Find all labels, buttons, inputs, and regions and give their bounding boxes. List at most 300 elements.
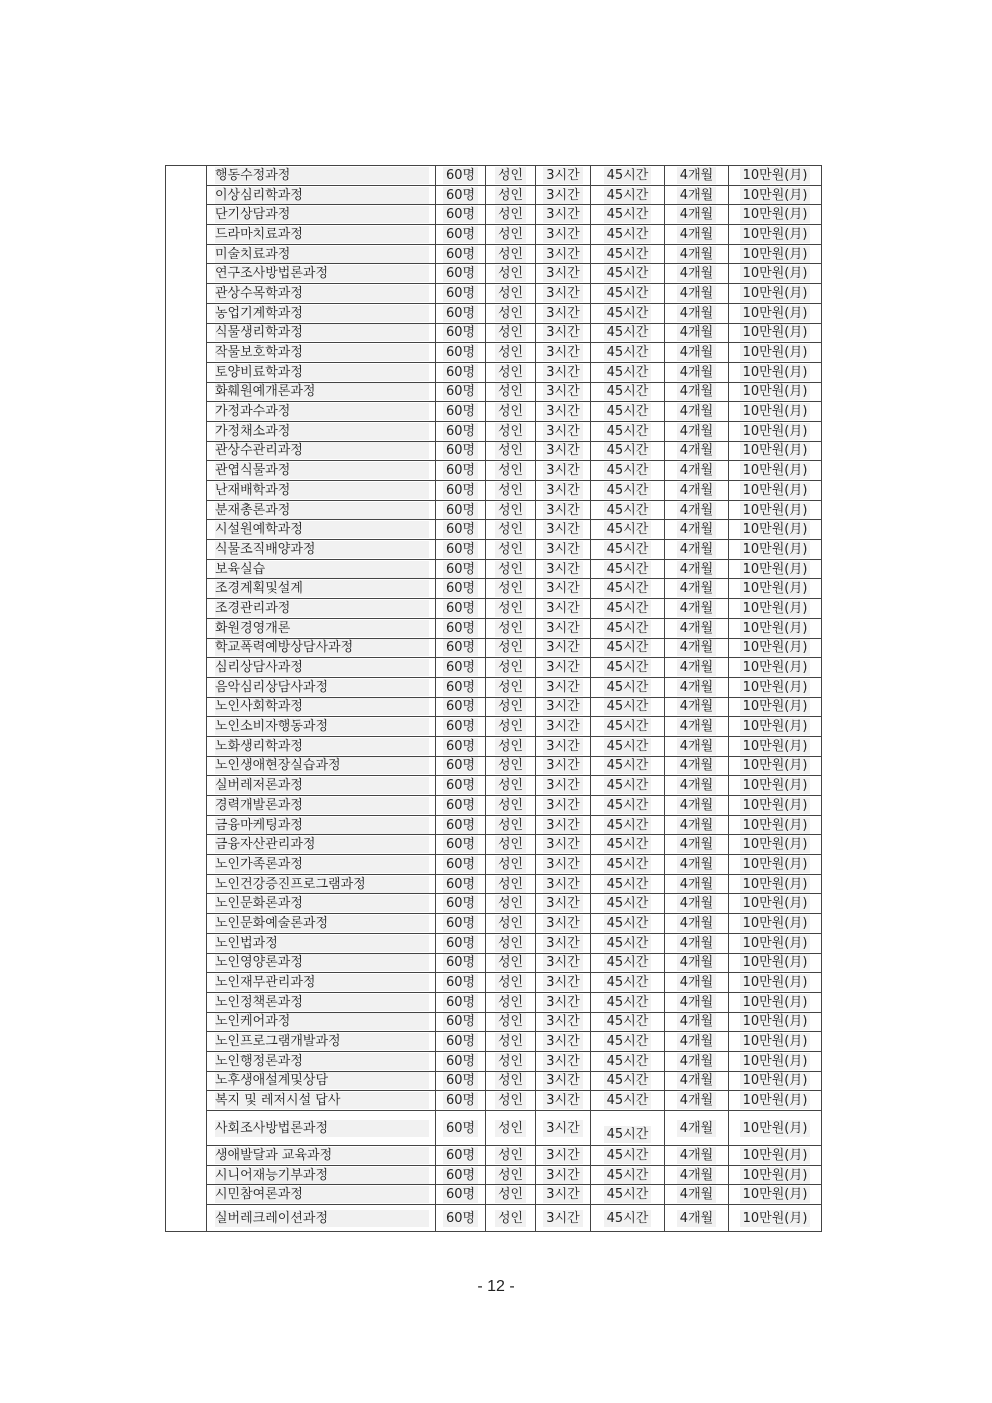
duration-value: 4개월 [677,1210,716,1227]
duration-cell [665,835,729,855]
capacity-value: 60명 [443,1186,478,1203]
capacity-value: 60명 [443,403,478,420]
duration-cell [665,1032,729,1052]
hours-per-session-cell [536,933,591,953]
fee-value: 10만원(月) [740,718,811,735]
table-row [166,362,822,382]
total-hours-cell [591,185,665,205]
fee-value: 10만원(月) [740,639,811,656]
course-name: 노인생애현장실습과정 [215,757,429,774]
target-cell [486,520,536,540]
duration-cell [665,953,729,973]
hours-per-session-cell [536,677,591,697]
hours-per-session-value: 3시간 [543,876,582,893]
fee-cell [729,973,822,993]
fee-value: 10만원(月) [740,1120,811,1137]
total-hours-value: 45시간 [604,344,652,361]
hours-per-session-cell [536,540,591,560]
target-cell [486,618,536,638]
duration-cell [665,303,729,323]
target-cell [486,855,536,875]
fee-value: 10만원(月) [740,994,811,1011]
capacity-value: 60명 [443,1072,478,1089]
capacity-cell [436,658,486,678]
total-hours-cell [591,303,665,323]
table-row [166,1091,822,1111]
table-row [166,402,822,422]
target-cell [486,284,536,304]
capacity-cell [436,796,486,816]
capacity-cell [436,540,486,560]
table-row [166,638,822,658]
table-row [166,421,822,441]
hours-per-session-cell [536,343,591,363]
course-table [165,165,822,1232]
capacity-value: 60명 [443,502,478,519]
duration-value: 4개월 [677,856,716,873]
total-hours-value: 45시간 [604,620,652,637]
course-name: 분재총론과정 [215,502,429,519]
hours-per-session-cell [536,1071,591,1091]
fee-value: 10만원(月) [740,659,811,676]
hours-per-session-value: 3시간 [543,1186,582,1203]
hours-per-session-cell [536,796,591,816]
hours-per-session-value: 3시간 [543,856,582,873]
total-hours-value: 45시간 [604,541,652,558]
fee-cell [729,1146,822,1166]
course-name-cell [207,756,436,776]
total-hours-cell [591,382,665,402]
fee-value: 10만원(月) [740,1186,811,1203]
hours-per-session-value: 3시간 [543,994,582,1011]
target-cell [486,658,536,678]
duration-value: 4개월 [677,777,716,794]
fee-value: 10만원(月) [740,1013,811,1030]
total-hours-cell [591,323,665,343]
course-name-cell [207,225,436,245]
capacity-value: 60명 [443,1147,478,1164]
duration-value: 4개월 [677,482,716,499]
capacity-cell [436,579,486,599]
course-name-cell [207,1165,436,1185]
total-hours-value: 45시간 [604,1013,652,1030]
duration-value: 4개월 [677,1053,716,1070]
duration-value: 4개월 [677,1033,716,1050]
total-hours-cell [591,1146,665,1166]
capacity-cell [436,244,486,264]
course-name-cell [207,362,436,382]
duration-cell [665,894,729,914]
fee-cell [729,874,822,894]
course-name: 화원경영개론 [215,620,429,637]
hours-per-session-cell [536,1012,591,1032]
capacity-value: 60명 [443,679,478,696]
course-name-cell [207,244,436,264]
fee-cell [729,441,822,461]
hours-per-session-value: 3시간 [543,324,582,341]
duration-cell [665,756,729,776]
fee-cell [729,1071,822,1091]
target-cell [486,481,536,501]
capacity-value: 60명 [443,324,478,341]
hours-per-session-value: 3시간 [543,639,582,656]
course-name-cell [207,441,436,461]
duration-value: 4개월 [677,1092,716,1109]
capacity-cell [436,933,486,953]
course-name-cell [207,166,436,186]
capacity-value: 60명 [443,915,478,932]
hours-per-session-value: 3시간 [543,1072,582,1089]
duration-value: 4개월 [677,974,716,991]
hours-per-session-cell [536,1032,591,1052]
target-cell [486,1012,536,1032]
course-name-cell [207,697,436,717]
duration-cell [665,540,729,560]
course-name-cell [207,992,436,1012]
duration-value: 4개월 [677,817,716,834]
course-name-cell [207,264,436,284]
fee-value: 10만원(月) [740,502,811,519]
fee-value: 10만원(月) [740,344,811,361]
total-hours-value: 45시간 [604,856,652,873]
table-row [166,303,822,323]
course-name: 노인가족론과정 [215,856,429,873]
course-name: 조경계획및설계 [215,580,429,597]
target-value: 성인 [495,856,526,873]
target-cell [486,343,536,363]
total-hours-value: 45시간 [604,1072,652,1089]
duration-value: 4개월 [677,226,716,243]
table-row [166,599,822,619]
course-name: 노인프로그램개발과정 [215,1033,429,1050]
capacity-value: 60명 [443,994,478,1011]
capacity-cell [436,618,486,638]
total-hours-value: 45시간 [604,442,652,459]
total-hours-cell [591,402,665,422]
fee-value: 10만원(月) [740,1210,811,1227]
course-name-cell [207,776,436,796]
duration-value: 4개월 [677,876,716,893]
course-name-cell [207,658,436,678]
fee-cell [729,1165,822,1185]
duration-value: 4개월 [677,246,716,263]
fee-value: 10만원(月) [740,777,811,794]
course-name: 단기상담과정 [215,206,429,223]
fee-value: 10만원(月) [740,600,811,617]
duration-cell [665,343,729,363]
fee-value: 10만원(月) [740,738,811,755]
fee-cell [729,303,822,323]
hours-per-session-value: 3시간 [543,935,582,952]
hours-per-session-value: 3시간 [543,482,582,499]
duration-cell [665,874,729,894]
capacity-cell [436,1012,486,1032]
hours-per-session-value: 3시간 [543,777,582,794]
duration-value: 4개월 [677,935,716,952]
total-hours-cell [591,1185,665,1205]
course-name-cell [207,736,436,756]
capacity-value: 60명 [443,659,478,676]
course-name-cell [207,481,436,501]
fee-value: 10만원(月) [740,757,811,774]
duration-value: 4개월 [677,1072,716,1089]
duration-cell [665,481,729,501]
capacity-cell [436,599,486,619]
target-cell [486,992,536,1012]
course-name-cell [207,894,436,914]
table-row [166,796,822,816]
duration-cell [665,677,729,697]
course-name: 노인정책론과정 [215,994,429,1011]
hours-per-session-cell [536,835,591,855]
total-hours-cell [591,1091,665,1111]
capacity-value: 60명 [443,639,478,656]
hours-per-session-value: 3시간 [543,265,582,282]
total-hours-value: 45시간 [604,423,652,440]
capacity-cell [436,1051,486,1071]
duration-cell [665,1185,729,1205]
capacity-value: 60명 [443,167,478,184]
total-hours-cell [591,1165,665,1185]
total-hours-value: 45시간 [604,679,652,696]
duration-cell [665,599,729,619]
capacity-value: 60명 [443,876,478,893]
capacity-cell [436,264,486,284]
capacity-value: 60명 [443,856,478,873]
course-name-cell [207,933,436,953]
total-hours-cell [591,1012,665,1032]
course-name-cell [207,1146,436,1166]
target-cell [486,933,536,953]
target-cell [486,953,536,973]
course-name-cell [207,1051,436,1071]
course-name-cell [207,461,436,481]
duration-value: 4개월 [677,600,716,617]
hours-per-session-cell [536,284,591,304]
capacity-value: 60명 [443,1033,478,1050]
course-name: 미술치료과정 [215,246,429,263]
total-hours-cell [591,264,665,284]
total-hours-cell [591,776,665,796]
target-value: 성인 [495,639,526,656]
capacity-cell [436,992,486,1012]
target-value: 성인 [495,324,526,341]
capacity-value: 60명 [443,305,478,322]
capacity-cell [436,953,486,973]
fee-value: 10만원(月) [740,856,811,873]
hours-per-session-cell [536,421,591,441]
target-value: 성인 [495,836,526,853]
duration-value: 4개월 [677,383,716,400]
duration-value: 4개월 [677,698,716,715]
target-value: 성인 [495,718,526,735]
target-cell [486,205,536,225]
fee-cell [729,284,822,304]
fee-value: 10만원(月) [740,1053,811,1070]
course-name: 노인사회학과정 [215,698,429,715]
fee-cell [729,894,822,914]
course-name-cell [207,540,436,560]
target-value: 성인 [495,364,526,381]
fee-cell [729,1032,822,1052]
hours-per-session-value: 3시간 [543,1033,582,1050]
duration-cell [665,166,729,186]
capacity-cell [436,1071,486,1091]
duration-cell [665,697,729,717]
course-name: 노인재무관리과정 [215,974,429,991]
course-name: 보육실습 [215,561,429,578]
fee-cell [729,244,822,264]
capacity-value: 60명 [443,462,478,479]
target-value: 성인 [495,285,526,302]
hours-per-session-cell [536,736,591,756]
hours-per-session-value: 3시간 [543,344,582,361]
table-row [166,953,822,973]
hours-per-session-value: 3시간 [543,915,582,932]
target-cell [486,796,536,816]
duration-cell [665,520,729,540]
duration-cell [665,1012,729,1032]
fee-cell [729,579,822,599]
hours-per-session-value: 3시간 [543,1013,582,1030]
course-name: 토양비료학과정 [215,364,429,381]
table-row [166,579,822,599]
duration-value: 4개월 [677,502,716,519]
duration-cell [665,736,729,756]
target-value: 성인 [495,600,526,617]
fee-value: 10만원(月) [740,915,811,932]
course-name-cell [207,205,436,225]
fee-cell [729,382,822,402]
duration-value: 4개월 [677,541,716,558]
course-name: 경력개발론과정 [215,797,429,814]
course-name-cell [207,559,436,579]
target-value: 성인 [495,541,526,558]
total-hours-cell [591,736,665,756]
fee-cell [729,1012,822,1032]
duration-value: 4개월 [677,1120,716,1137]
course-name: 조경관리과정 [215,600,429,617]
total-hours-cell [591,894,665,914]
hours-per-session-value: 3시간 [543,954,582,971]
duration-value: 4개월 [677,915,716,932]
fee-value: 10만원(月) [740,1147,811,1164]
course-name-cell [207,323,436,343]
total-hours-cell [591,540,665,560]
total-hours-cell [591,1111,665,1146]
table-row [166,677,822,697]
table-row [166,776,822,796]
hours-per-session-cell [536,1165,591,1185]
duration-value: 4개월 [677,344,716,361]
fee-value: 10만원(月) [740,265,811,282]
hours-per-session-value: 3시간 [543,895,582,912]
duration-value: 4개월 [677,718,716,735]
course-name-cell [207,382,436,402]
target-cell [486,638,536,658]
fee-value: 10만원(月) [740,620,811,637]
duration-value: 4개월 [677,1186,716,1203]
capacity-value: 60명 [443,777,478,794]
capacity-cell [436,697,486,717]
fee-cell [729,520,822,540]
course-name: 노인건강증진프로그램과정 [215,876,429,893]
hours-per-session-value: 3시간 [543,561,582,578]
total-hours-value: 45시간 [604,521,652,538]
total-hours-value: 45시간 [604,935,652,952]
target-value: 성인 [495,974,526,991]
duration-value: 4개월 [677,738,716,755]
total-hours-cell [591,717,665,737]
duration-cell [665,402,729,422]
fee-value: 10만원(月) [740,285,811,302]
hours-per-session-cell [536,1205,591,1232]
table-row [166,815,822,835]
hours-per-session-cell [536,1091,591,1111]
capacity-cell [436,205,486,225]
course-name-cell [207,815,436,835]
total-hours-cell [591,855,665,875]
duration-cell [665,658,729,678]
fee-cell [729,225,822,245]
total-hours-value: 45시간 [604,1167,652,1184]
capacity-value: 60명 [443,935,478,952]
fee-value: 10만원(月) [740,462,811,479]
duration-value: 4개월 [677,167,716,184]
hours-per-session-value: 3시간 [543,1053,582,1070]
category-cell [166,166,207,1232]
capacity-cell [436,559,486,579]
total-hours-cell [591,992,665,1012]
fee-value: 10만원(月) [740,1033,811,1050]
course-name: 노인문화예술론과정 [215,915,429,932]
target-cell [486,500,536,520]
course-name-cell [207,303,436,323]
duration-value: 4개월 [677,797,716,814]
capacity-cell [436,1091,486,1111]
table-row [166,284,822,304]
fee-value: 10만원(月) [740,895,811,912]
table-row [166,835,822,855]
course-name: 행동수정과정 [215,167,429,184]
target-value: 성인 [495,580,526,597]
target-value: 성인 [495,167,526,184]
table-row [166,697,822,717]
target-value: 성인 [495,403,526,420]
table-row [166,441,822,461]
total-hours-value: 45시간 [604,482,652,499]
capacity-value: 60명 [443,1120,478,1137]
hours-per-session-cell [536,166,591,186]
course-name-cell [207,874,436,894]
target-cell [486,894,536,914]
target-value: 성인 [495,698,526,715]
hours-per-session-value: 3시간 [543,679,582,696]
table-row [166,894,822,914]
total-hours-value: 45시간 [604,994,652,1011]
course-name: 난재배학과정 [215,482,429,499]
total-hours-cell [591,697,665,717]
total-hours-cell [591,441,665,461]
target-value: 성인 [495,935,526,952]
fee-cell [729,166,822,186]
target-cell [486,323,536,343]
capacity-cell [436,1146,486,1166]
total-hours-value: 45시간 [604,383,652,400]
table-row [166,185,822,205]
hours-per-session-value: 3시간 [543,718,582,735]
total-hours-value: 45시간 [604,954,652,971]
